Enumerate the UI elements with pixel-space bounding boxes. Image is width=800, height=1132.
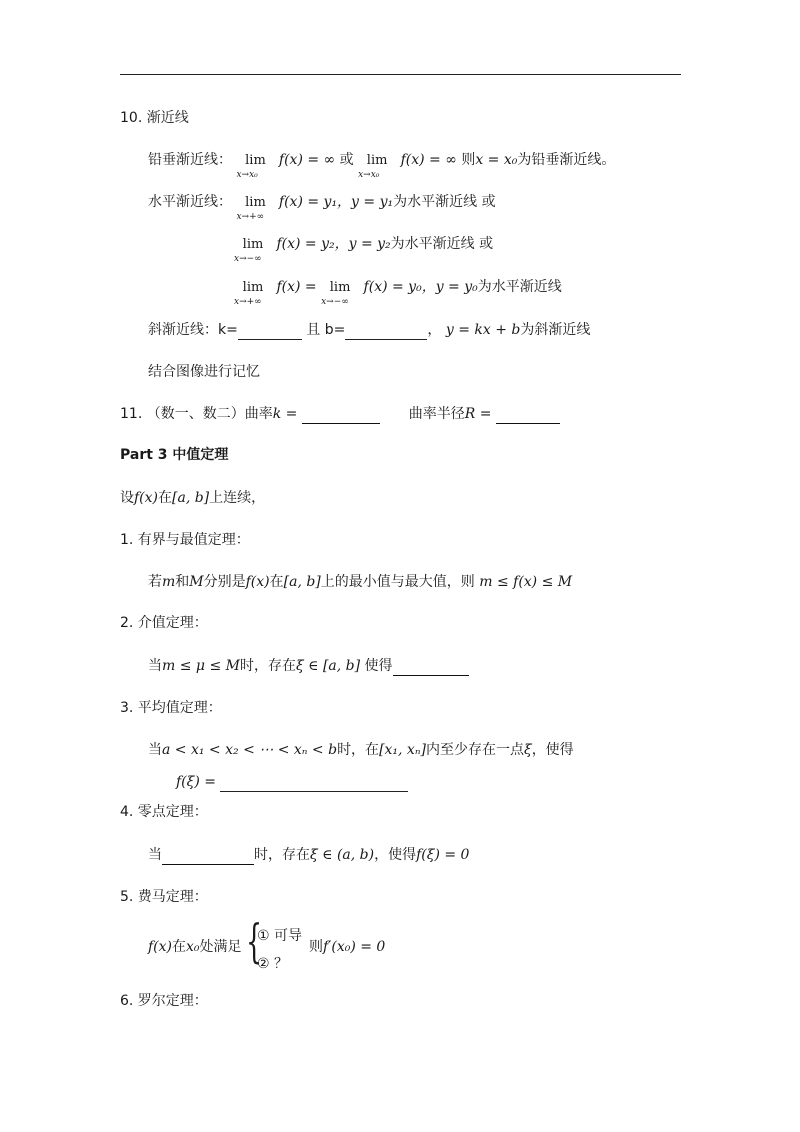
part-3-heading: Part 3 中值定理: [120, 447, 229, 463]
horizontal-asymptote-line-3: lim x→+∞ f(x) = lim x→−∞ f(x) = y₀，y = y₀为水平渐近线: [234, 279, 562, 307]
theorem-2-statement: 当m ≤ μ ≤ M时，存在ξ ∈ [a, b] 使得: [148, 656, 469, 676]
fill-blank-b[interactable]: [345, 323, 427, 340]
horizontal-asymptote-line-2: lim x→−∞ f(x) = y₂，y = y₂为水平渐近线 或: [234, 236, 494, 264]
limit-op: lim x→+∞: [234, 280, 264, 307]
limit-op: lim x→−∞: [321, 280, 351, 307]
fill-blank-mean[interactable]: [220, 775, 408, 792]
fill-blank-ivt[interactable]: [393, 659, 469, 676]
theorem-3-statement: 当a < x₁ < x₂ < ⋯ < xₙ < b时，在[x₁, xₙ]内至少存在一点ξ，使得: [148, 742, 574, 758]
theorem-3-heading: 3. 平均值定理：: [120, 700, 222, 716]
theorem-5-heading: 5. 费马定理：: [120, 889, 208, 905]
theorem-6-heading: 6. 罗尔定理：: [120, 993, 208, 1009]
limit-op: lim x→x₀: [236, 153, 266, 180]
theorem-3-formula: f(ξ) =: [176, 772, 408, 792]
header-rule: [120, 74, 681, 75]
limit-op: lim x→+∞: [236, 195, 266, 222]
memo-text: 结合图像进行记忆: [148, 364, 260, 380]
item-10-heading: 10. 渐近线: [120, 110, 189, 126]
theorem-4-heading: 4. 零点定理：: [120, 804, 208, 820]
vertical-asymptote-line: 铅垂渐近线： lim x→x₀ f(x) = ∞ 或 lim x→x₀ f(x) = ∞ 则x = x₀为铅垂渐近线。: [148, 152, 616, 180]
fill-blank-k[interactable]: [238, 323, 302, 340]
theorem-5-result: 则f′(x₀) = 0: [309, 939, 386, 955]
theorem-5-prefix: f(x)在x₀处满足: [148, 939, 242, 955]
part-3-intro: 设f(x)在[a, b]上连续，: [120, 490, 266, 506]
condition-2: ② ？: [257, 956, 289, 972]
fill-blank-zero[interactable]: [162, 848, 254, 865]
theorem-1-statement: 若m和M分别是f(x)在[a, b]上的最小值与最大值，则 m ≤ f(x) ≤ M: [148, 574, 573, 590]
fill-blank-radius[interactable]: [496, 407, 560, 424]
limit-op: lim x→x₀: [358, 153, 388, 180]
theorem-4-statement: 当 时，存在ξ ∈ (a, b)，使得f(ξ) = 0: [148, 847, 470, 863]
theorem-1-heading: 1. 有界与最值定理：: [120, 532, 250, 548]
item-11-line: 11. （数一、数二）曲率k = 曲率半径R =: [120, 404, 560, 424]
left-brace: {: [246, 914, 263, 968]
oblique-asymptote-line: 斜渐近线：k= 且 b= ， y = kx + b为斜渐近线: [148, 322, 591, 338]
condition-1: ① 可导: [257, 928, 303, 944]
theorem-2-heading: 2. 介值定理：: [120, 615, 208, 631]
limit-op: lim x→−∞: [234, 237, 264, 264]
horizontal-asymptote-line-1: 水平渐近线： lim x→+∞ f(x) = y₁，y = y₁为水平渐近线 或: [148, 194, 496, 222]
fill-blank-curvature[interactable]: [302, 407, 380, 424]
